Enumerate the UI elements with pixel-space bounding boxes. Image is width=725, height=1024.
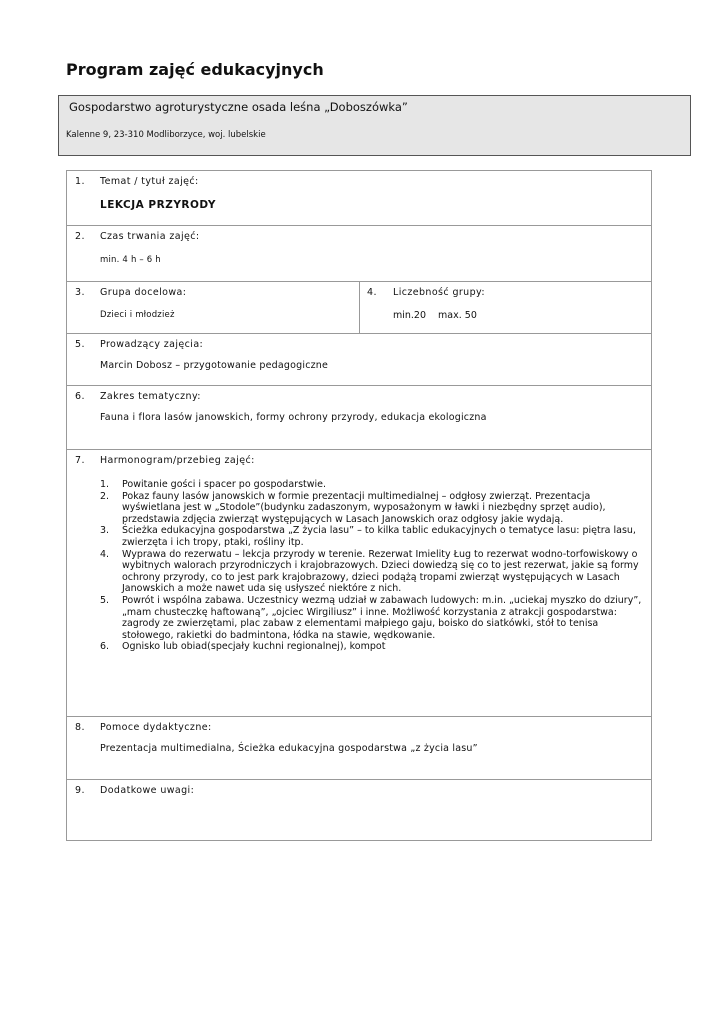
step-number: 1. [100, 479, 110, 490]
section-label: Prowadzący zajęcia: [100, 339, 204, 350]
section-number: 1. [75, 176, 85, 187]
section-number: 3. [75, 287, 85, 298]
section-group [67, 282, 651, 334]
step-text: Pokaz fauny lasów janowskich w formie prezentacji multimedialnej – odgłosy zwierząt. Prezentacja wyświetlana jest w „Stodole”(budynku zadaszonym, wyposażonym w ławki i niezbędny sprzęt audio), przedstawia zdjęcia zwierząt występujących w Lasach Janowskich oraz odgłosy jakie wydają. [122, 490, 606, 525]
instructor-value: Marcin Dobosz – przygotowanie pedagogiczne [100, 360, 329, 371]
group-size-max: max. 50 [438, 310, 477, 321]
section-number: 6. [75, 391, 85, 402]
target-group-value: Dzieci i młodzież [100, 310, 175, 320]
organization-header [58, 95, 691, 156]
section-label: Temat / tytuł zajęć: [100, 176, 199, 187]
step-number: 3. [100, 525, 110, 537]
section-label: Dodatkowe uwagi: [100, 785, 195, 796]
group-size-min: min.20 [393, 310, 427, 321]
step-text: Powitanie gości i spacer po gospodarstwie. [122, 479, 327, 490]
section-label: Czas trwania zajęć: [100, 231, 200, 242]
section-number: 7. [75, 455, 85, 466]
section-label: Liczebność grupy: [393, 287, 485, 298]
section-instructor [67, 334, 651, 386]
schedule-step [100, 595, 645, 641]
section-schedule [67, 450, 651, 717]
section-label: Pomoce dydaktyczne: [100, 722, 212, 733]
program-form [66, 170, 652, 841]
schedule-step [100, 491, 645, 526]
section-topic [67, 171, 651, 226]
step-text: Ścieżka edukacyjna gospodarstwa „Z życia lasu” – to kilka tablic edukacyjnych o tematyce lasu: piętra lasu, zwierzęta i ich tropy, ptaki, rośliny itp. [122, 525, 636, 548]
schedule-list [100, 479, 645, 653]
section-number: 8. [75, 722, 85, 733]
group-size-value [393, 310, 477, 321]
step-number: 5. [100, 594, 110, 606]
organization-address: Kalenne 9, 23-310 Modliborzyce, woj. lubelskie [66, 130, 266, 140]
column-divider [359, 282, 360, 333]
section-number: 5. [75, 339, 85, 350]
teaching-aids-value: Prezentacja multimedialna, Ścieżka edukacyjna gospodarstwa „z życia lasu” [100, 743, 478, 754]
step-number: 4. [100, 548, 110, 560]
schedule-step [100, 641, 645, 653]
organization-name: Gospodarstwo agroturystyczne osada leśna „Doboszówka” [69, 100, 408, 114]
section-notes [67, 780, 651, 840]
step-text: Ognisko lub obiad(specjały kuchni regionalnej), kompot [122, 641, 386, 653]
step-text: Wyprawa do rezerwatu – lekcja przyrody w terenie. Rezerwat Imielity Ług to rezerwat wodno-torfowiskowy o wybitnych walorach przyrodniczych i krajobrazowych. Dzieci dowiedzą się co to jest rezerwat, jakie są formy ochrony przyrody, co to jest park krajobrazowy, dzieci podążą tropami zwierząt występujących w Lasach Janowskich a może nawet uda się usłyszeć niektóre z nich. [122, 548, 639, 595]
step-number: 2. [100, 490, 110, 502]
section-teaching-aids [67, 717, 651, 780]
schedule-step [100, 525, 645, 548]
topic-value: LEKCJA PRZYRODY [100, 199, 216, 211]
scope-value: Fauna i flora lasów janowskich, formy ochrony przyrody, edukacja ekologiczna [100, 412, 487, 423]
schedule-step [100, 549, 645, 595]
document-title: Program zajęć edukacyjnych [66, 60, 324, 79]
section-label: Harmonogram/przebieg zajęć: [100, 455, 255, 466]
section-label: Grupa docelowa: [100, 287, 187, 298]
section-number: 9. [75, 785, 85, 796]
section-number: 4. [367, 287, 377, 298]
step-number: 6. [100, 641, 110, 653]
schedule-step [100, 479, 645, 491]
section-scope [67, 386, 651, 450]
step-text: Powrót i wspólna zabawa. Uczestnicy wezmą udział w zabawach ludowych: m.in. „uciekaj myszko do dziury”, „mam chusteczkę haftowaną”, „ojciec Wirgiliusz” i inne. Możliwość korzystania z atrakcji gospodarstwa: zagrody ze zwierzętami, plac zabaw z elementami małpiego gaju, boisko do siatkówki, stół to tenisa stołowego, rakietki do badmintona, łódka na stawie, wędkowanie. [122, 594, 642, 641]
section-number: 2. [75, 231, 85, 242]
duration-value: min. 4 h – 6 h [100, 255, 161, 265]
section-label: Zakres tematyczny: [100, 391, 201, 402]
section-duration [67, 226, 651, 282]
